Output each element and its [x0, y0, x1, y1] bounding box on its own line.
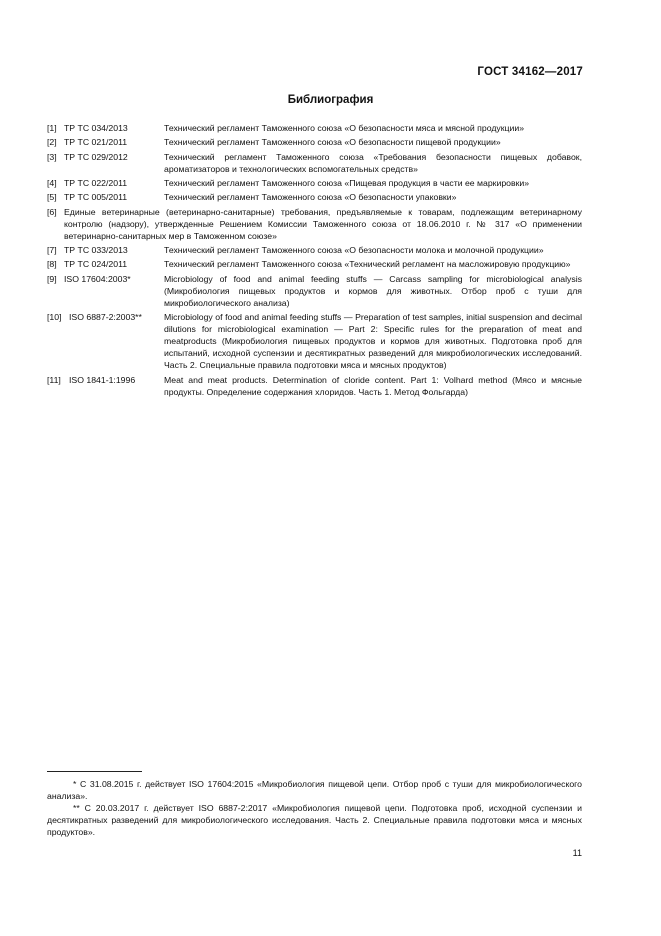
bibliography-entry [47, 177, 582, 189]
entry-number: [11] [47, 374, 61, 385]
entry-text: Технический регламент Таможенного союза «Требования безопасности пищевых добавок, ароматизаторов и технологических вспомогательных средств» [164, 151, 582, 174]
entry-code: ТР ТС 033/2013 [64, 244, 128, 255]
entry-text: Технический регламент Таможенного союза «Технический регламент на масложировую продукцию» [164, 259, 571, 270]
entry-number: [3] [47, 151, 57, 162]
entry-code: ТР ТС 005/2011 [64, 192, 128, 203]
entry-code: ТР ТС 024/2011 [64, 259, 128, 270]
entry-text: Meat and meat products. Determination of cloride content. Part 1: Volhard method (Мясо и мясные продукты. Определение содержания хлоридов. Часть 1. Метод Фольгарда) [164, 374, 582, 397]
entry-number: [8] [47, 259, 57, 270]
bibliography-list [47, 122, 582, 400]
entry-text: Технический регламент Таможенного союза «Пищевая продукция в части ее маркировки» [164, 177, 530, 188]
bibliography-entry [47, 374, 582, 398]
footnote [47, 778, 582, 802]
document-header: ГОСТ 34162—2017 [477, 66, 583, 78]
entry-number: [9] [47, 273, 57, 284]
entry-text: Технический регламент Таможенного союза «О безопасности молока и молочной продукции» [164, 244, 544, 255]
entry-text: Технический регламент Таможенного союза «О безопасности пищевой продукции» [164, 137, 501, 148]
entry-text: Технический регламент Таможенного союза «О безопасности упаковки» [164, 192, 457, 203]
footnote-text: * С 31.08.2015 г. действует ISO 17604:2015 «Микробиология пищевой цепи. Отбор проб с туши для микробиологического анализа». [47, 779, 582, 802]
entry-code: ТР ТС 021/2011 [64, 137, 128, 148]
bibliography-entry [47, 273, 582, 309]
entry-number: [4] [47, 177, 57, 188]
bibliography-entry [47, 122, 582, 134]
entry-number: [5] [47, 192, 57, 203]
entry-text: Microbiology of food and animal feeding stuffs — Preparation of test samples, initial suspension and decimal dilutions for microbiological examination — Part 2: Specific rules for the preparation of meat and meatproducts (Микробиология пищевых продуктов и кормов для животных. Подготовка проб для испытаний, исходной суспензии и десятикратных разведений для микробиологических исследований. Часть 2. Специальные правила подготовки мяса и мясных продуктов) [164, 312, 582, 371]
bibliography-entry [47, 136, 582, 148]
bibliography-entry [47, 191, 582, 203]
entry-text: Microbiology of food and animal feeding stuffs — Carcass sampling for microbiological analysis (Микробиология пищевых продуктов и кормов для животных. Отбор проб с туши для микробиологического анализа) [164, 273, 582, 308]
entry-code: ISO 1841-1:1996 [69, 374, 136, 385]
entry-number: [6] [47, 206, 57, 217]
entry-code: ТР ТС 022/2011 [64, 177, 128, 188]
bibliography-entry [47, 311, 582, 371]
footnote-separator [47, 771, 142, 772]
entry-number: [10] [47, 312, 62, 322]
entry-code: ТР ТС 029/2012 [64, 151, 128, 162]
bibliography-entry [47, 151, 582, 175]
bibliography-entry [47, 206, 582, 242]
entry-number: [2] [47, 137, 57, 148]
bibliography-entry [47, 244, 582, 256]
footnote [47, 802, 582, 838]
entry-text: Единые ветеринарные (ветеринарно-санитарные) требования, предъявляемые к товарам, подлежащим ветеринарному контролю (надзору), утвержденные Решением Комиссии Таможенного союза от 18.06.2010 г. № 317 «О применении ветеринарно-санитарных мер в Таможенном союзе» [64, 206, 582, 241]
footnote-text: ** С 20.03.2017 г. действует ISO 6887-2:2017 «Микробиология пищевой цепи. Подготовка проб, исходной суспензии и десятикратных разведений для микробиологического исследования. Часть 2. Специальные правила подготовки мяса и мясных продуктов». [47, 803, 582, 838]
entry-code: ISO 6887-2:2003** [69, 312, 142, 322]
entry-text: Технический регламент Таможенного союза «О безопасности мяса и мясной продукции» [164, 123, 525, 133]
entry-number: [1] [47, 123, 57, 133]
bibliography-entry [47, 258, 582, 270]
entry-number: [7] [47, 244, 57, 255]
entry-code: ISO 17604:2003* [64, 273, 131, 284]
entry-code: ТР ТС 034/2013 [64, 123, 128, 133]
page-title: Библиография [287, 94, 374, 106]
page-number: 11 [572, 848, 582, 858]
